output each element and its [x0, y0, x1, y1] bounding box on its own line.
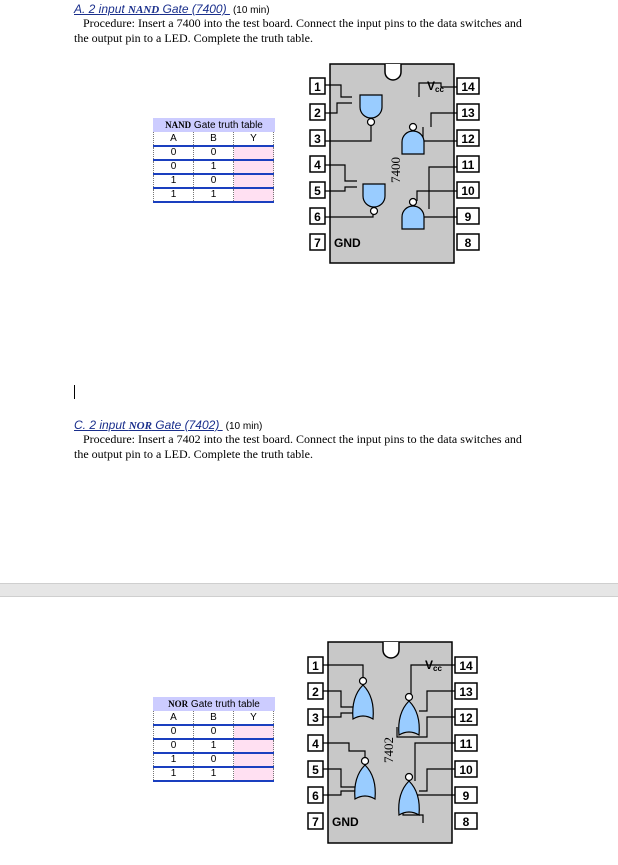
- pin-label: 1: [312, 659, 319, 673]
- pin-label: 5: [312, 763, 319, 777]
- heading-suffix: Gate (7402): [151, 418, 223, 432]
- cell-a: 1: [154, 188, 194, 202]
- pin-label: 8: [464, 236, 472, 250]
- section-c-procedure: [74, 432, 564, 462]
- header-a: A: [154, 711, 194, 725]
- procedure-line-1: Procedure: Insert a 7402 into the test board. Connect the input pins to the data switches and: [83, 432, 522, 446]
- table-row: [154, 188, 274, 202]
- pin-label: 11: [461, 158, 475, 172]
- pin-label: 9: [462, 789, 470, 803]
- pin-label: 11: [459, 737, 473, 751]
- header-b: B: [194, 132, 234, 146]
- pin-label: 12: [459, 711, 473, 725]
- page-break-divider: [0, 583, 618, 597]
- gnd-label: GND: [332, 815, 359, 829]
- pin-label: 10: [461, 184, 475, 198]
- header-a: A: [154, 132, 194, 146]
- section-a-procedure: [74, 16, 564, 46]
- ic-7402-diagram: [303, 641, 481, 846]
- chip-part-number: 7400: [388, 157, 403, 183]
- cell-a: 0: [154, 160, 194, 174]
- cell-a: 1: [154, 767, 194, 781]
- table-row: [154, 174, 274, 188]
- heading-prefix: A. 2 input: [74, 2, 129, 16]
- cell-y-input[interactable]: [234, 188, 274, 202]
- truth-table-caption: [153, 118, 275, 132]
- pin-label: 7: [314, 236, 321, 250]
- pin-label: 2: [314, 106, 321, 120]
- truth-table-grid: [153, 132, 274, 203]
- chip-notch: [383, 642, 399, 658]
- table-header-row: [154, 132, 274, 146]
- pin-label: 2: [312, 685, 319, 699]
- pin-label: 3: [312, 711, 319, 725]
- caption-text: Gate truth table: [188, 699, 260, 710]
- right-pins: [455, 657, 477, 829]
- heading-duration: (10 min): [225, 421, 263, 432]
- pin-label: 1: [314, 80, 321, 94]
- table-row: [154, 739, 274, 753]
- table-row: [154, 767, 274, 781]
- cell-a: 0: [154, 146, 194, 160]
- cell-a: 0: [154, 725, 194, 739]
- table-header-row: [154, 711, 274, 725]
- caption-gate: NOR: [168, 699, 189, 709]
- cell-b: 0: [194, 174, 234, 188]
- heading-gate-name: NOR: [128, 420, 152, 432]
- pin-label: 10: [459, 763, 473, 777]
- pin-label: 6: [314, 210, 321, 224]
- nor-truth-table: [153, 697, 275, 782]
- heading-gate-name: NAND: [128, 4, 160, 16]
- pin-label: 4: [312, 737, 319, 751]
- left-pins: [310, 78, 325, 250]
- table-row: [154, 160, 274, 174]
- cell-b: 0: [194, 725, 234, 739]
- table-row: [154, 725, 274, 739]
- pin-label: 13: [459, 685, 473, 699]
- heading-prefix: C. 2 input: [74, 418, 129, 432]
- cell-y-input[interactable]: [234, 753, 274, 767]
- section-a-heading: [74, 2, 270, 16]
- header-y: Y: [234, 132, 274, 146]
- left-pins: [308, 657, 323, 829]
- cell-a: 1: [154, 753, 194, 767]
- table-row: [154, 753, 274, 767]
- caption-text: Gate truth table: [191, 120, 263, 131]
- truth-table-grid: [153, 711, 274, 782]
- ic-7400-diagram: [305, 63, 483, 266]
- cell-y-input[interactable]: [234, 146, 274, 160]
- cell-b: 0: [194, 753, 234, 767]
- pin-label: 8: [462, 815, 470, 829]
- chip-part-number: 7402: [381, 737, 396, 763]
- section-c-heading: [74, 418, 262, 432]
- cell-b: 1: [194, 739, 234, 753]
- chip-notch: [385, 64, 401, 80]
- cell-b: 0: [194, 146, 234, 160]
- pin-label: 3: [314, 132, 321, 146]
- heading-suffix: Gate (7400): [159, 2, 230, 16]
- text-cursor: [74, 385, 75, 399]
- pin-label: 5: [314, 184, 321, 198]
- cell-y-input[interactable]: [234, 174, 274, 188]
- right-pins: [457, 78, 479, 250]
- procedure-line-1: Procedure: Insert a 7400 into the test board. Connect the input pins to the data switches and: [83, 16, 522, 30]
- cell-a: 0: [154, 739, 194, 753]
- pin-label: 4: [314, 158, 321, 172]
- pin-label: 12: [461, 132, 475, 146]
- gnd-label: GND: [334, 236, 361, 250]
- header-b: B: [194, 711, 234, 725]
- cell-y-input[interactable]: [234, 160, 274, 174]
- procedure-line-2: the output pin to a LED. Complete the truth table.: [74, 447, 313, 461]
- procedure-line-2: the output pin to a LED. Complete the truth table.: [74, 31, 313, 45]
- cell-b: 1: [194, 188, 234, 202]
- cell-y-input[interactable]: [234, 739, 274, 753]
- pin-label: 13: [461, 106, 475, 120]
- cell-a: 1: [154, 174, 194, 188]
- header-y: Y: [234, 711, 274, 725]
- nand-truth-table: [153, 118, 275, 203]
- cell-b: 1: [194, 160, 234, 174]
- pin-label: 9: [464, 210, 472, 224]
- cell-y-input[interactable]: [234, 725, 274, 739]
- truth-table-caption: [153, 697, 275, 711]
- cell-y-input[interactable]: [234, 767, 274, 781]
- caption-gate: NAND: [165, 120, 192, 130]
- pin-label: 6: [312, 789, 319, 803]
- vcc-label: Vcc: [427, 79, 444, 94]
- cell-b: 1: [194, 767, 234, 781]
- table-row: [154, 146, 274, 160]
- vcc-label: Vcc: [425, 658, 442, 673]
- pin-label: 14: [459, 659, 473, 673]
- pin-label: 7: [312, 815, 319, 829]
- heading-duration: (10 min): [232, 5, 270, 16]
- pin-label: 14: [461, 80, 475, 94]
